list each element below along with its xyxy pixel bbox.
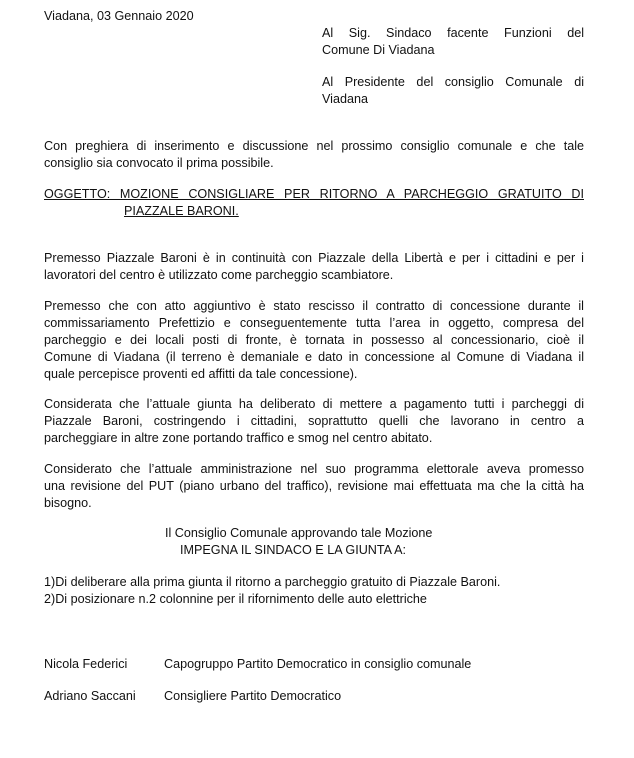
place-date: Viadana, 03 Gennaio 2020 xyxy=(44,9,194,23)
signatory-name: Nicola Federici xyxy=(44,657,128,671)
paragraph-line: Premesso Piazzale Baroni è in continuità con Piazzale della Libertà e per i cittadini e per i xyxy=(44,251,584,265)
resolution-line-2: IMPEGNA IL SINDACO E LA GIUNTA A: xyxy=(180,543,407,557)
signatory-role: Capogruppo Partito Democratico in consiglio comunale xyxy=(164,657,472,671)
resolution-line-1: Il Consiglio Comunale approvando tale Mozione xyxy=(165,526,433,540)
recipient-1-line-1: Al Sig. Sindaco facente Funzioni del xyxy=(322,26,584,40)
paragraph-line: bisogno. xyxy=(44,496,92,510)
intro-line-2: consiglio sia convocato il prima possibile. xyxy=(44,156,274,170)
paragraph-line: parcheggiare in altre zone portando traffico e smog nel centro abitato. xyxy=(44,431,433,445)
subject-line-1: OGGETTO: MOZIONE CONSIGLIARE PER RITORNO A PARCHEGGIO GRATUITO DI xyxy=(44,187,584,201)
signatory-role: Consigliere Partito Democratico xyxy=(164,689,342,703)
paragraph-line: una revisione del PUT (piano urbano del traffico), revisione mai effettuata ma che la città ha xyxy=(44,479,584,493)
paragraph-line: Piazzale Baroni, costringendo i cittadini, soprattutto quelli che lavorano in centro a xyxy=(44,414,584,428)
paragraph-line: commissariamento Prefettizio e conseguentemente tutta l’area in oggetto, compresa del xyxy=(44,316,584,330)
recipient-2-line-1: Al Presidente del consiglio Comunale di xyxy=(322,75,584,89)
paragraph-line: Comune di Viadana (il terreno è demaniale e dato in concessione al Comune di Viadana il xyxy=(44,350,584,364)
paragraph-line: Considerata che l’attuale giunta ha deliberato di mettere a pagamento tutti i parcheggi di xyxy=(44,397,584,411)
list-item: 1)Di deliberare alla prima giunta il ritorno a parcheggio gratuito di Piazzale Baroni. xyxy=(44,575,501,589)
list-item: 2)Di posizionare n.2 colonnine per il rifornimento delle auto elettriche xyxy=(44,592,427,606)
recipient-1-line-2: Comune Di Viadana xyxy=(322,43,435,57)
recipient-2-line-2: Viadana xyxy=(322,92,368,106)
paragraph-line: Premesso che con atto aggiuntivo è stato rescisso il contratto di concessione durante il xyxy=(44,299,584,313)
paragraph-line: Considerato che l’attuale amministrazione nel suo programma elettorale aveva promesso xyxy=(44,462,584,476)
signatory-name: Adriano Saccani xyxy=(44,689,136,703)
paragraph-line: lavoratori del centro è utilizzato come parcheggio scambiatore. xyxy=(44,268,394,282)
intro-line-1: Con preghiera di inserimento e discussione nel prossimo consiglio comunale e che tale xyxy=(44,139,584,153)
paragraph-line: quale percepisce proventi ed affitti da tale concessione). xyxy=(44,367,358,381)
subject-line-2: PIAZZALE BARONI. xyxy=(124,204,239,218)
paragraph-line: parcheggio e dei locali posti di fronte, è tornata in possesso al concessionario, cioè il xyxy=(44,333,584,347)
